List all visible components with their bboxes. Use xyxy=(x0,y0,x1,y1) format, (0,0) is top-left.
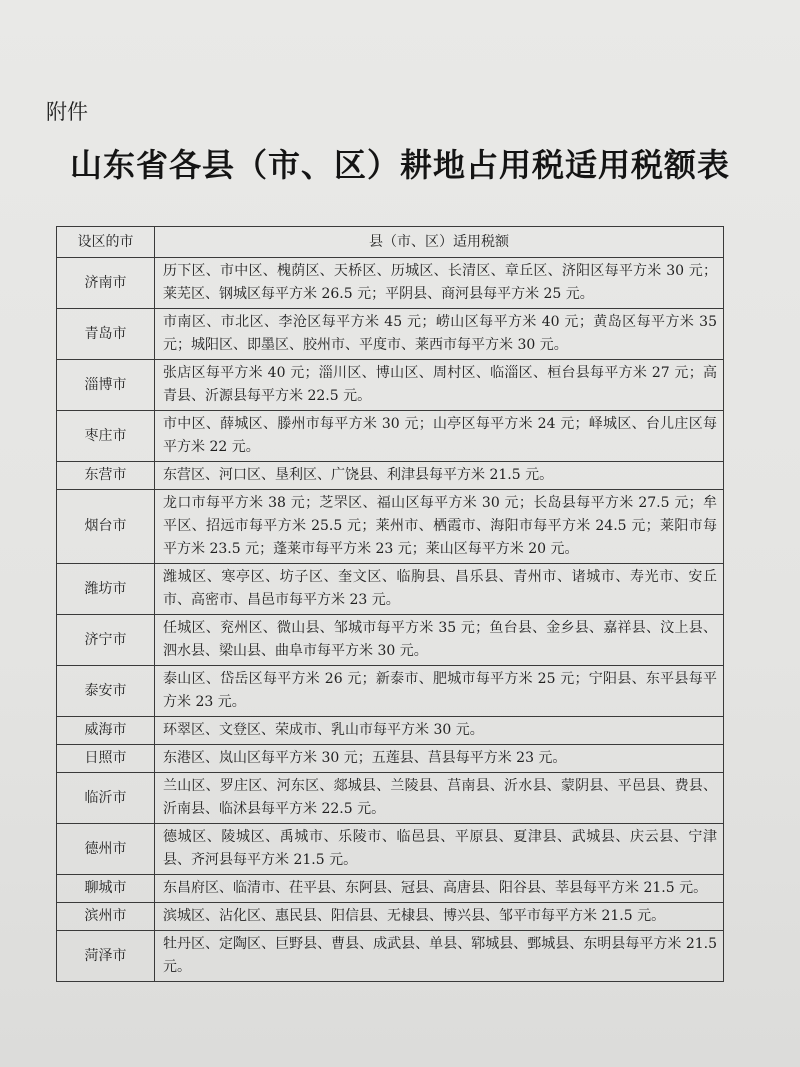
table-row xyxy=(57,745,724,773)
attachment-label: 附件 xyxy=(46,100,88,124)
table-row xyxy=(57,462,724,490)
city-cell: 日照市 xyxy=(57,745,155,773)
city-cell: 菏泽市 xyxy=(57,931,155,982)
rates-cell: 环翠区、文登区、荣成市、乳山市每平方米 30 元。 xyxy=(155,717,724,745)
rates-cell: 兰山区、罗庄区、河东区、郯城县、兰陵县、莒南县、沂水县、蒙阴县、平邑县、费县、沂南县、临沭县每平方米 22.5 元。 xyxy=(155,773,724,824)
rates-cell: 张店区每平方米 40 元；淄川区、博山区、周村区、临淄区、桓台县每平方米 27 元；高青县、沂源县每平方米 22.5 元。 xyxy=(155,360,724,411)
table-row xyxy=(57,773,724,824)
table-row xyxy=(57,564,724,615)
table-row xyxy=(57,411,724,462)
city-cell: 威海市 xyxy=(57,717,155,745)
rates-cell: 潍城区、寒亭区、坊子区、奎文区、临朐县、昌乐县、青州市、诸城市、寿光市、安丘市、高密市、昌邑市每平方米 23 元。 xyxy=(155,564,724,615)
table-row xyxy=(57,931,724,982)
table-row xyxy=(57,717,724,745)
city-cell: 枣庄市 xyxy=(57,411,155,462)
tax-rate-table xyxy=(56,226,724,982)
city-cell: 德州市 xyxy=(57,824,155,875)
column-header-rates: 县（市、区）适用税额 xyxy=(155,227,724,258)
city-cell: 聊城市 xyxy=(57,875,155,903)
city-cell: 泰安市 xyxy=(57,666,155,717)
table-row xyxy=(57,615,724,666)
rates-cell: 历下区、市中区、槐荫区、天桥区、历城区、长清区、章丘区、济阳区每平方米 30 元；莱芜区、钢城区每平方米 26.5 元；平阴县、商河县每平方米 25 元。 xyxy=(155,258,724,309)
rates-cell: 滨城区、沾化区、惠民县、阳信县、无棣县、博兴县、邹平市每平方米 21.5 元。 xyxy=(155,903,724,931)
city-cell: 滨州市 xyxy=(57,903,155,931)
city-cell: 青岛市 xyxy=(57,309,155,360)
city-cell: 淄博市 xyxy=(57,360,155,411)
table-row xyxy=(57,824,724,875)
rates-cell: 泰山区、岱岳区每平方米 26 元；新泰市、肥城市每平方米 25 元；宁阳县、东平县每平方米 23 元。 xyxy=(155,666,724,717)
document-title: 山东省各县（市、区）耕地占用税适用税额表 xyxy=(69,146,730,184)
rates-cell: 市中区、薛城区、滕州市每平方米 30 元；山亭区每平方米 24 元；峄城区、台儿庄区每平方米 22 元。 xyxy=(155,411,724,462)
rates-cell: 东港区、岚山区每平方米 30 元；五莲县、莒县每平方米 23 元。 xyxy=(155,745,724,773)
column-header-city: 设区的市 xyxy=(57,227,155,258)
table-row xyxy=(57,875,724,903)
city-cell: 临沂市 xyxy=(57,773,155,824)
rates-cell: 市南区、市北区、李沧区每平方米 45 元；崂山区每平方米 40 元；黄岛区每平方米 35 元；城阳区、即墨区、胶州市、平度市、莱西市每平方米 30 元。 xyxy=(155,309,724,360)
table-header-row xyxy=(57,227,724,258)
rates-cell: 任城区、兖州区、微山县、邹城市每平方米 35 元；鱼台县、金乡县、嘉祥县、汶上县、泗水县、梁山县、曲阜市每平方米 30 元。 xyxy=(155,615,724,666)
city-cell: 济宁市 xyxy=(57,615,155,666)
city-cell: 潍坊市 xyxy=(57,564,155,615)
city-cell: 东营市 xyxy=(57,462,155,490)
table-row xyxy=(57,903,724,931)
table-row xyxy=(57,258,724,309)
table-row xyxy=(57,490,724,564)
rates-cell: 德城区、陵城区、禹城市、乐陵市、临邑县、平原县、夏津县、武城县、庆云县、宁津县、齐河县每平方米 21.5 元。 xyxy=(155,824,724,875)
rates-cell: 龙口市每平方米 38 元；芝罘区、福山区每平方米 30 元；长岛县每平方米 27.5 元；牟平区、招远市每平方米 25.5 元；莱州市、栖霞市、海阳市每平方米 24.5 元；莱阳市每平方米 23.5 元；蓬莱市每平方米 23 元；莱山区每平方米 20 元。 xyxy=(155,490,724,564)
city-cell: 烟台市 xyxy=(57,490,155,564)
table-row xyxy=(57,309,724,360)
city-cell: 济南市 xyxy=(57,258,155,309)
rates-cell: 牡丹区、定陶区、巨野县、曹县、成武县、单县、郓城县、鄄城县、东明县每平方米 21.5 元。 xyxy=(155,931,724,982)
rates-cell: 东昌府区、临清市、茌平县、东阿县、冠县、高唐县、阳谷县、莘县每平方米 21.5 元。 xyxy=(155,875,724,903)
table-row xyxy=(57,666,724,717)
table-row xyxy=(57,360,724,411)
rates-cell: 东营区、河口区、垦利区、广饶县、利津县每平方米 21.5 元。 xyxy=(155,462,724,490)
